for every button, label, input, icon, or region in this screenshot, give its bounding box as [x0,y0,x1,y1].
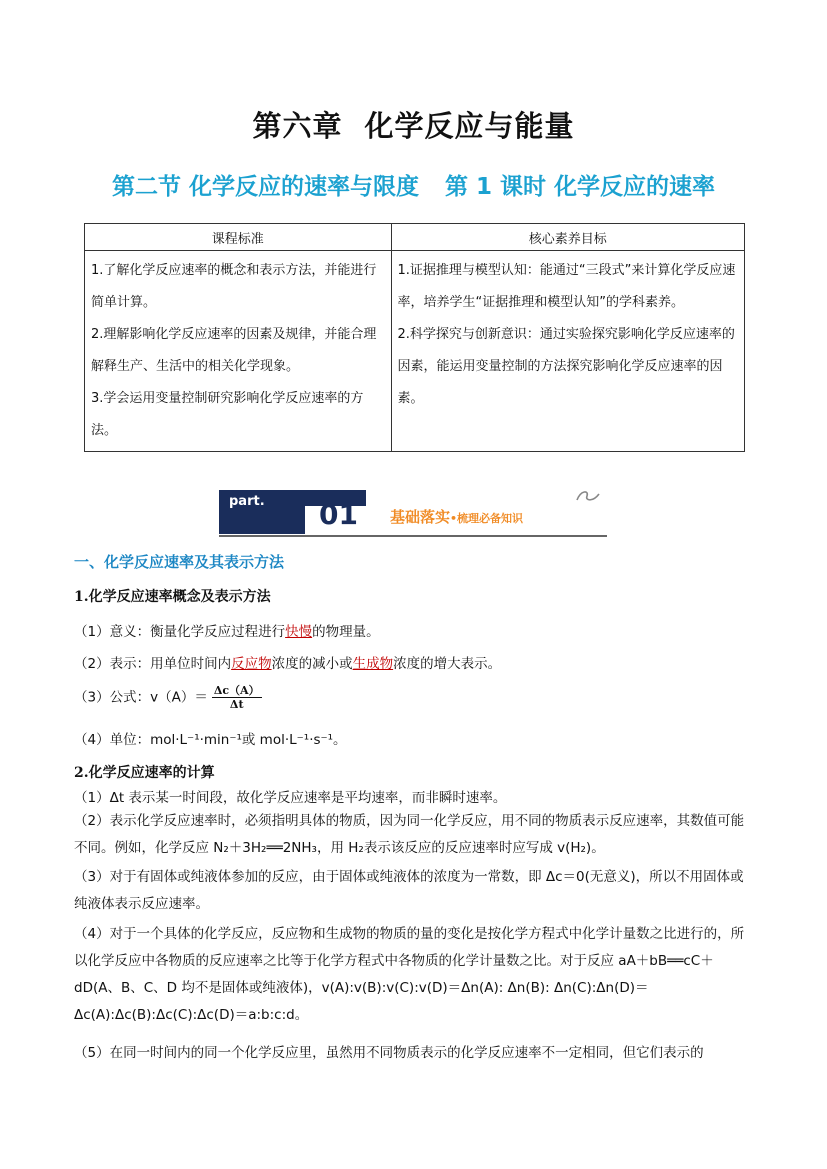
section-title [0,168,827,201]
list-item: （4）单位：mol·L⁻¹·min⁻¹或 mol·L⁻¹·s⁻¹。 [74,732,347,748]
table-header: 课程标准 [85,224,392,251]
banner-title: 基础落实•梳理必备知识 [390,508,524,526]
subheading: 1.化学反应速率概念及表示方法 [74,589,271,605]
lesson-name: 第 1 课时 化学反应的速率 [444,174,716,200]
table-row [85,251,745,452]
part-banner [219,486,609,538]
banner-underline [219,535,607,537]
subheading: 2.化学反应速率的计算 [74,765,215,781]
table-header: 核心素养目标 [391,224,744,251]
chapter-title [0,104,827,145]
paragraph: （4）对于一个具体的化学反应，反应物和生成物的物质的量的变化是按化学方程式中化学计量数之比进行的，所以化学反应中各物质的反应速率之比等于化学方程式中各物质的化学计量数之比。对于反应 aA＋bB══cC＋dD(A、B、C、D 均不是固体或纯液体)，v(A):v(B):v(C):v(D)＝Δn(A): Δn(B): Δn(C):Δn(D)＝Δc(A):Δc(B):Δc(C):Δc(D)＝a:b:c:d。 [74,926,745,1023]
list-item: 1.了解化学反应速率的概念和表示方法，并能进行简单计算。 [91,263,377,310]
chapter-name: 化学反应与能量 [364,109,575,143]
banner-number: 01 [319,498,358,531]
paragraph: （1）Δt 表示某一时间段，故化学反应速率是平均速率，而非瞬时速率。 [74,790,507,806]
standards-table [84,223,745,452]
paragraph: （5）在同一时间内的同一个化学反应里，虽然用不同物质表示的化学反应速率不一定相同，但它们表示的 [74,1045,704,1061]
table-header-row [85,224,745,251]
section-name: 第二节 化学反应的速率与限度 [111,174,419,200]
rate-formula: $\frac{\Delta c(A)}{\Delta t}$ [213,684,260,711]
core-literacy-cell [391,251,744,452]
list-item: 3.学会运用变量控制研究影响化学反应速率的方法。 [91,391,364,438]
list-item: 1.证据推理与模型认知：能通过“三段式”来计算化学反应速率，培养学生“证据推理和模型认知”的学科素养。 [397,263,736,310]
list-item: 2.科学探究与创新意识：通过实验探究影响化学反应速率的因素，能运用变量控制的方法探究影响化学反应速率的因素。 [397,327,735,406]
chapter-number: 第六章 [252,109,343,143]
swirl-icon [575,486,605,506]
list-item: （2）表示：用单位时间内反应物浓度的减小或生成物浓度的增大表示。 [74,656,502,672]
formula-line: （3）公式：v（A）＝ $\frac{\Delta c(A)}{\Delta t}$ [74,684,260,711]
list-item: （1）意义：衡量化学反应过程进行快慢的物理量。 [74,624,380,640]
curriculum-standards-cell [85,251,392,452]
banner-part-label: part. [229,494,265,509]
heading-1: 一、化学反应速率及其表示方法 [74,553,285,571]
paragraph: （3）对于有固体或纯液体参加的反应，由于固体或纯液体的浓度为一常数，即 Δc＝0(无意义)，所以不用固体或纯液体表示反应速率。 [74,869,744,912]
paragraph: （2）表示化学反应速率时，必须指明具体的物质，因为同一化学反应，用不同的物质表示反应速率，其数值可能不同。例如，化学反应 N₂＋3H₂══2NH₃，用 H₂表示该反应的反应速率时应写成 v(H₂)。 [74,813,745,856]
list-item: 2.理解影响化学反应速率的因素及规律，并能合理解释生产、生活中的相关化学现象。 [91,327,377,374]
